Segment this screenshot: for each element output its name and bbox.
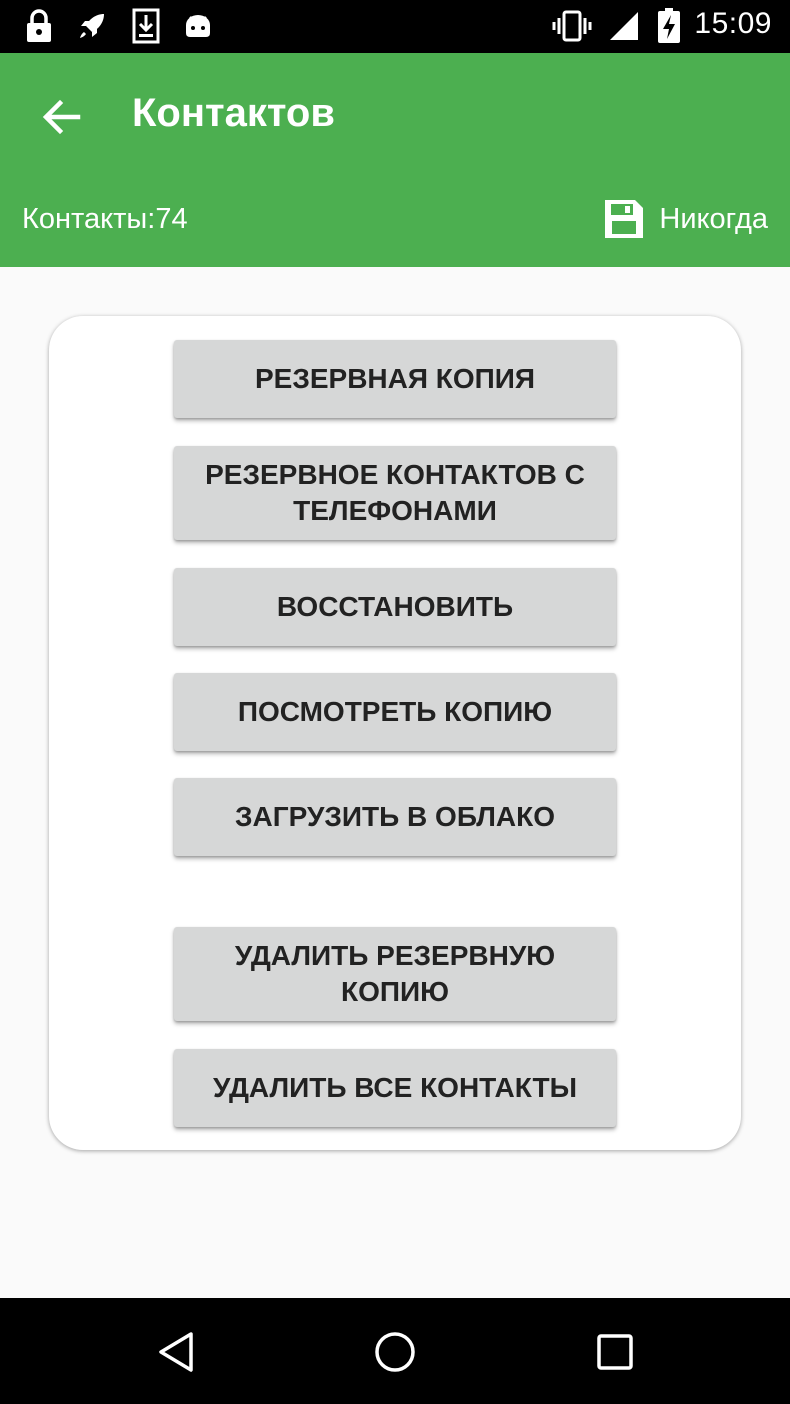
upload-to-cloud-button[interactable]: ЗАГРУЗИТЬ В ОБЛАКО [174,778,616,856]
back-triangle-icon [156,1330,196,1374]
back-button[interactable] [34,89,90,145]
save-icon [603,198,645,240]
delete-backup-button[interactable]: УДАЛИТЬ РЕЗЕРВНУЮ КОПИЮ [174,927,616,1021]
recents-square-icon [595,1332,635,1372]
nav-recents-button[interactable] [583,1320,647,1384]
last-backup-label: Никогда [659,202,768,235]
signal-icon [608,8,640,44]
backup-button[interactable]: РЕЗЕРВНАЯ КОПИЯ [174,340,616,418]
nav-home-button[interactable] [363,1320,427,1384]
download-icon [132,8,160,44]
vibrate-icon [552,8,592,44]
lock-icon [24,8,54,44]
arrow-back-icon [42,99,82,135]
app-bar [0,53,790,267]
delete-all-contacts-button[interactable]: УДАЛИТЬ ВСЕ КОНТАКТЫ [174,1049,616,1127]
view-backup-button[interactable]: ПОСМОТРЕТЬ КОПИЮ [174,673,616,751]
contacts-count: Контакты:74 [22,203,188,235]
android-icon [183,8,213,44]
backup-contacts-with-phones-button[interactable]: РЕЗЕРВНОЕ КОНТАКТОВ С ТЕЛЕФОНАМИ [174,446,616,540]
clock: 15:09 [694,7,772,40]
status-bar [0,0,790,53]
page-title: Контактов [132,91,335,135]
home-circle-icon [373,1330,417,1374]
last-backup-status [603,198,768,240]
rocket-icon [76,8,108,44]
navigation-bar [0,1298,790,1404]
restore-button[interactable]: ВОССТАНОВИТЬ [174,568,616,646]
nav-back-button[interactable] [144,1320,208,1384]
battery-charging-icon [657,8,681,44]
